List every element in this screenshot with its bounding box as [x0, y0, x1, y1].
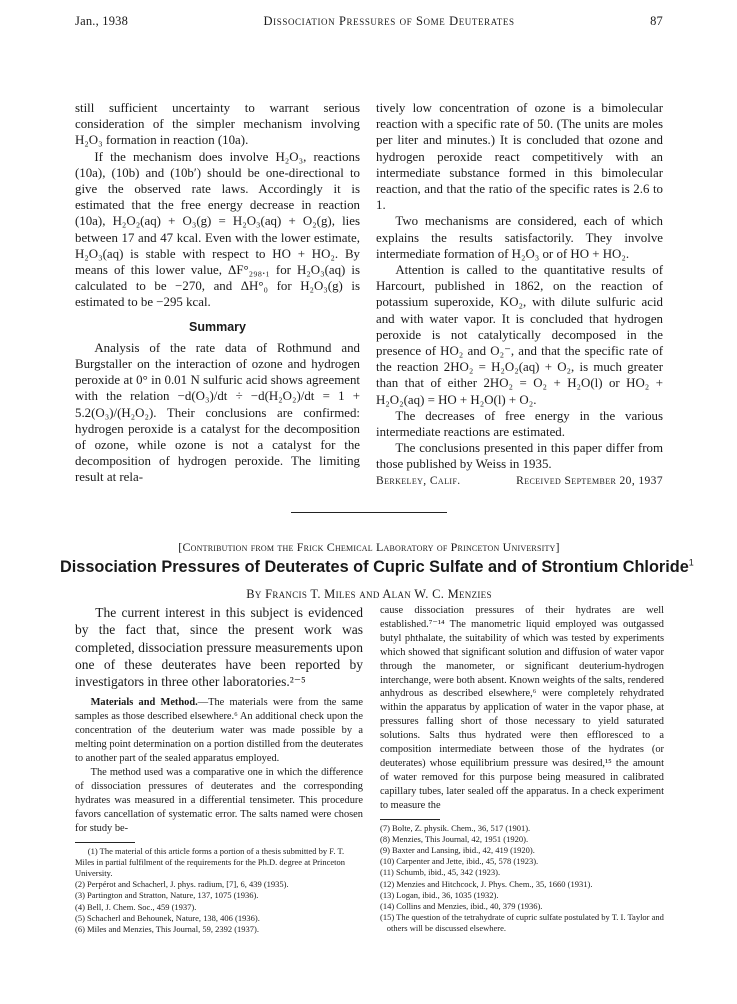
previous-article-left-column [75, 100, 360, 486]
footnote: (1) The material of this article forms a portion of a thesis submitted by F. T. Miles in partial fulfilment of the requirements for the Ph.D. degree at Princeton University. [75, 845, 346, 878]
footnote: (2) Perpérot and Schacherl, J. phys. radium, [7], 6, 439 (1935). [75, 879, 289, 890]
running-head [75, 14, 663, 29]
footnote: (7) Bolte, Z. physik. Chem., 36, 517 (1901). [380, 822, 531, 833]
footnote: (8) Menzies, This Journal, 42, 1951 (1920). [380, 833, 529, 844]
footnote: (15) The question of the tetrahydrate of cupric sulfate postulated by T. I. Taylor and others will be discussed elsewhere. [380, 912, 664, 934]
signoff-received: Received September 20, 1937 [516, 474, 663, 487]
paragraph: The decreases of free energy in the various intermediate reactions are estimated. [376, 408, 663, 440]
article-divider [291, 512, 447, 513]
footnote: (3) Partington and Stratton, Nature, 137, 1075 (1936). [75, 890, 259, 901]
footnote: (5) Schacherl and Behounek, Nature, 138, 406 (1936). [75, 912, 260, 923]
footnote-divider [380, 819, 440, 820]
summary-heading: Summary [189, 319, 246, 334]
intro-paragraph: The current interest in this subject is evidenced by the fact that, since the present work was completed, dissociation pressure measurements upon one of these deuterates have been reported by investigators in three other laboratories.²⁻⁵ [75, 605, 363, 690]
materials-paragraph [75, 696, 363, 766]
summary-paragraph: Analysis of the rate data of Rothmund and Burgstaller on the interaction of ozone and hydrogen peroxide at 0° in 0.01 N sulfuric acid shows agreement with the relation −d(O₃)/dt ÷ −d(H₂O₂)/dt = 1 + 5.2(O₃)/(H₂O₂). Their conclusions are confirmed: hydrogen peroxide is a catalyst for the decomposition of ozone, while ozone is not a catalyst for the decomposition of hydrogen peroxide. The limiting result at rela- [75, 340, 360, 485]
previous-article-right-column [376, 100, 663, 489]
materials-text: —The materials were from the same samples as those described elsewhere.⁶ An additional check upon the concentration of the deuterium water was made possible by a melting point determination on a portion distilled from the deuterates to another part of the sealed apparatus employed. [75, 697, 363, 765]
contribution-text: [Contribution from the Frick Chemical Laboratory of Princeton University] [178, 540, 560, 554]
footnote: (10) Carpenter and Jette, ibid., 45, 578 (1923). [380, 856, 539, 867]
paragraph: Attention is called to the quantitative results of Harcourt, published in 1862, on the reaction of potassium superoxide, KO₂, with dilute sulfuric acid and with water vapor. It is concluded that hydrogen peroxide is not catalytically decomposed in the presence of HO₂ and O₂⁻, and that the specific rate of the reaction 2HO₂ = H₂O₂(aq) + O₂, is much greater than that of either 2HO₂ = O₂ + H₂O(l) or HO₂ + H₂O₂(aq) = HO + H₂O(l) + O₂. [376, 263, 663, 407]
paragraph: If the mechanism does involve H₂O₃, reactions (10a), (10b) and (10b′) should be one-directional to give the observed rate laws. Accordingly it is estimated that the free energy decrease in reaction (10a), H₂O₂(aq) + O₃(g) = H₂O₃(aq) + O₂(g), lies between 17 and 47 kcal. Even with the lower estimate, H₂O₃(aq) is stable with respect to HO + HO₂. By means of this lower value, ΔF°₂₉₈.₁ for H₂O₃(aq) is calculated to be −270, and ΔH°₀ for H₂O₃(g) is estimated to be −295 kcal. [75, 149, 360, 310]
running-head-title: Dissociation Pressures of Some Deuterates [263, 14, 515, 28]
materials-heading: Materials and Method. [90, 697, 198, 709]
contribution-line [75, 540, 663, 555]
page-number: 87 [650, 14, 663, 28]
footnote: (4) Bell, J. Chem. Soc., 459 (1937). [75, 901, 197, 912]
footnote: (14) Collins and Menzies, ibid., 40, 379 (1936). [380, 901, 543, 912]
footnote: (6) Miles and Menzies, This Journal, 59, 2392 (1937). [75, 923, 259, 934]
footnote: (11) Schumb, ibid., 45, 342 (1923). [380, 867, 501, 878]
signoff-place: Berkeley, Calif. [376, 474, 461, 487]
footnote: (9) Baxter and Lansing, ibid., 42, 419 (1920). [380, 845, 535, 855]
article-title-text: Dissociation Pressures of Deuterates of Cupric Sulfate and of Strontium Chloride [60, 558, 689, 576]
footnote: (12) Menzies and Hitchcock, J. Phys. Chem., 35, 1660 (1931). [380, 878, 593, 889]
paragraph: cause dissociation pressures of their hydrates are well established.⁷⁻¹⁴ The manometric liquid employed was outgassed butyl phthalate, the suitability of which was tested by experiments which showed that significant solution and diffusion of water vapor through the manometer, or significant deuterium-hydrogen interchange, were both absent. Known weights of the salts, rendered anhydrous as described elsewhere,⁶ were completely rehydrated within the apparatus by application of water in the vapor phase, at pressures falling short of those necessary to yield saturated solutions. Salts thus hydrated were then effloresced to a composition intermediate between those of the hydrates (or deuterates) whose equilibrium pressure was desired,¹⁵ the amount of water removed for this purpose being measured in calibrated capillary tubes, later sealed off the apparatus. In a check experiment to measure the [380, 605, 664, 811]
article-right-column [380, 604, 664, 935]
paragraph: Two mechanisms are considered, each of which explains the results satisfactorily. They involve intermediate formation of H₂O₃ or of HO + HO₂. [376, 214, 663, 261]
article-left-column [75, 604, 363, 935]
paragraph: tively low concentration of ozone is a bimolecular reaction with a specific rate of 50. (The units are moles per liter and minutes.) It is concluded that ozone and hydrogen peroxide react competitively with an intermediate substance formed in this bimolecular reaction, and that the ratio of the specific rates is 2.6 to 1. [376, 101, 663, 213]
signoff [376, 473, 663, 489]
method-paragraph: The method used was a comparative one in which the difference of dissociation pressures of deuterates and the corresponding hydrates was measured in a differential tensimeter. This procedure favors cancellation of systematic error. The salts named were chosen for study be- [75, 767, 363, 834]
title-footnote-mark: 1 [688, 557, 694, 568]
paragraph: still sufficient uncertainty to warrant serious consideration of the simpler mechanism involving H₂O₃ formation in reaction (10a). [75, 101, 360, 148]
byline: By Francis T. Miles and Alan W. C. Menzies [246, 587, 492, 601]
article-title [60, 557, 694, 577]
footnote: (13) Logan, ibid., 36, 1035 (1932). [380, 889, 499, 900]
paragraph: The conclusions presented in this paper differ from those published by Weiss in 1935. [376, 441, 663, 472]
running-head-date: Jan., 1938 [75, 14, 129, 28]
footnote-divider [75, 842, 135, 843]
